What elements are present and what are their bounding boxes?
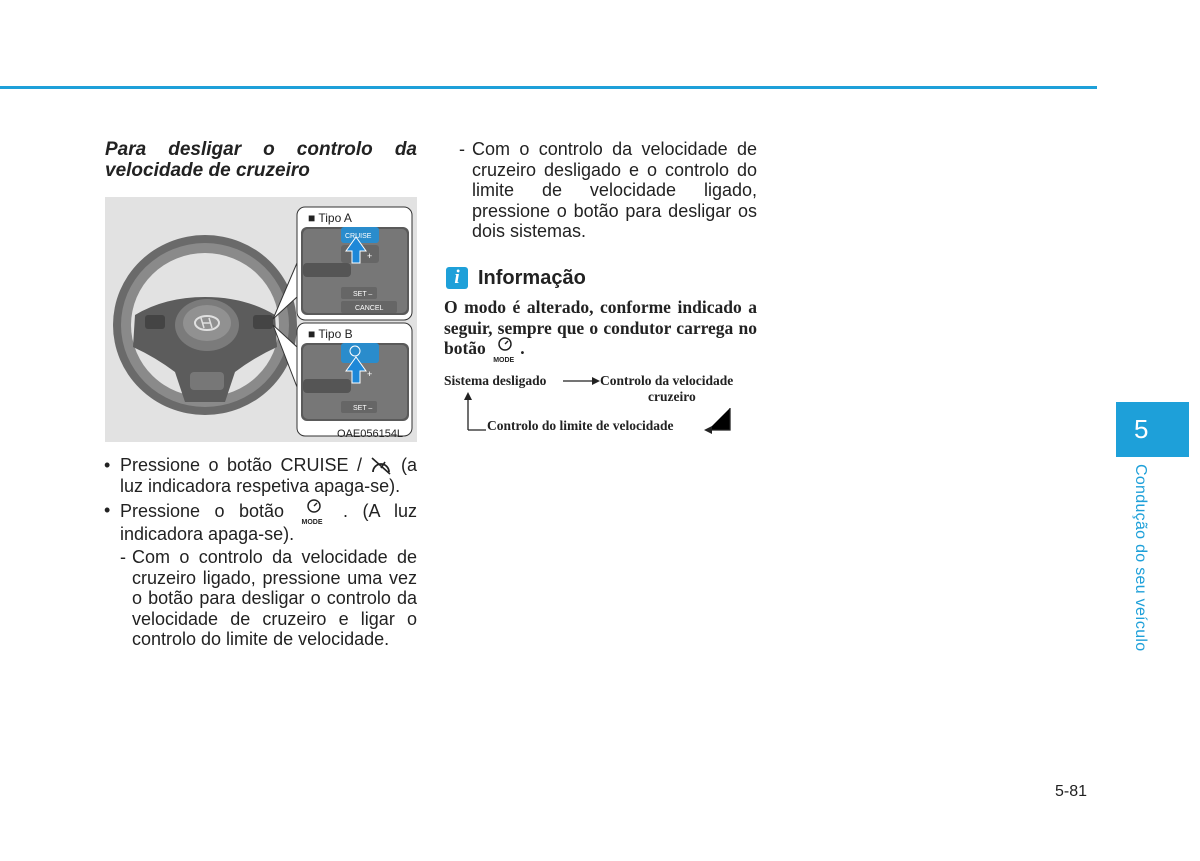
mode-flow-diagram bbox=[440, 368, 760, 440]
plus-label-b: + bbox=[367, 369, 373, 379]
type-a-label: ■ Tipo A bbox=[308, 211, 352, 225]
figure-code: OAE056154L bbox=[337, 428, 404, 440]
steering-wheel-figure bbox=[105, 197, 417, 442]
cruise-button-label: CRUISE bbox=[345, 233, 372, 240]
bullet-2-text-b: . (A luz indicadora apaga-se). bbox=[120, 500, 417, 544]
header-rule bbox=[0, 86, 1097, 89]
list-item bbox=[104, 500, 417, 545]
right-column-text bbox=[459, 139, 757, 242]
steering-wheel-illustration bbox=[105, 197, 417, 442]
bullet-dot: • bbox=[104, 455, 111, 475]
info-body-end: . bbox=[520, 338, 525, 359]
speed-limit-icon bbox=[370, 456, 392, 476]
info-text bbox=[444, 297, 757, 362]
sub-dash: - bbox=[120, 547, 126, 568]
list-subitem bbox=[459, 139, 757, 242]
info-title: Informação bbox=[478, 266, 586, 289]
mode-button-icon bbox=[490, 338, 520, 362]
bullet-1-text-b: (a luz indicadora respetiva apaga-se). bbox=[120, 455, 417, 497]
set-label-a: SET – bbox=[353, 291, 373, 298]
set-label-b: SET – bbox=[353, 405, 373, 412]
flow-limit: Controlo do limite de velocidade bbox=[487, 418, 674, 433]
plus-label-a: + bbox=[367, 251, 373, 261]
info-body: O modo é alterado, conforme indicado a seguir, sempre que o condutor carrega no botão bbox=[444, 297, 757, 359]
list-item bbox=[104, 455, 417, 497]
flow-off: Sistema desligado bbox=[444, 373, 547, 388]
mode-button-icon bbox=[299, 500, 329, 524]
list-subitem bbox=[104, 547, 417, 650]
steering-wheel-icon bbox=[113, 235, 297, 415]
mode-label: MODE bbox=[493, 357, 515, 364]
bullet-1-text-a: Pressione o botão CRUISE / bbox=[120, 455, 362, 475]
sub-1-text: Com o controlo da velocidade de cruzeiro ligado, pressione uma vez o botão para desligar o controlo da velocidade de cruzeiro e ligar o controlo do limite de velocidade. bbox=[132, 547, 417, 650]
cancel-label: CANCEL bbox=[355, 305, 384, 312]
page-number: 5-81 bbox=[1055, 783, 1088, 800]
flow-cruise-line1: Controlo da velocidade bbox=[600, 373, 734, 388]
info-icon: i bbox=[446, 267, 468, 289]
type-b-label: ■ Tipo B bbox=[308, 327, 353, 341]
sub-dash: - bbox=[459, 139, 465, 159]
mode-label: MODE bbox=[301, 518, 323, 526]
bullet-2-text-a: Pressione o botão bbox=[120, 500, 285, 521]
chapter-tab: 5 bbox=[1116, 402, 1189, 457]
sub-2-text: Com o controlo da velocidade de cruzeiro desligado e o controlo do limite de velocidade ligado, pressione o botão para desligar os dois sistemas. bbox=[472, 139, 757, 241]
section-title: Para desligar o controlo da velocidade de cruzeiro bbox=[105, 139, 417, 181]
info-header bbox=[446, 266, 586, 290]
flow-cruise-line2: cruzeiro bbox=[648, 389, 696, 404]
bullet-dot: • bbox=[104, 499, 111, 520]
chapter-label: Condução do seu veículo bbox=[1132, 464, 1149, 652]
instructions-list bbox=[104, 455, 417, 650]
